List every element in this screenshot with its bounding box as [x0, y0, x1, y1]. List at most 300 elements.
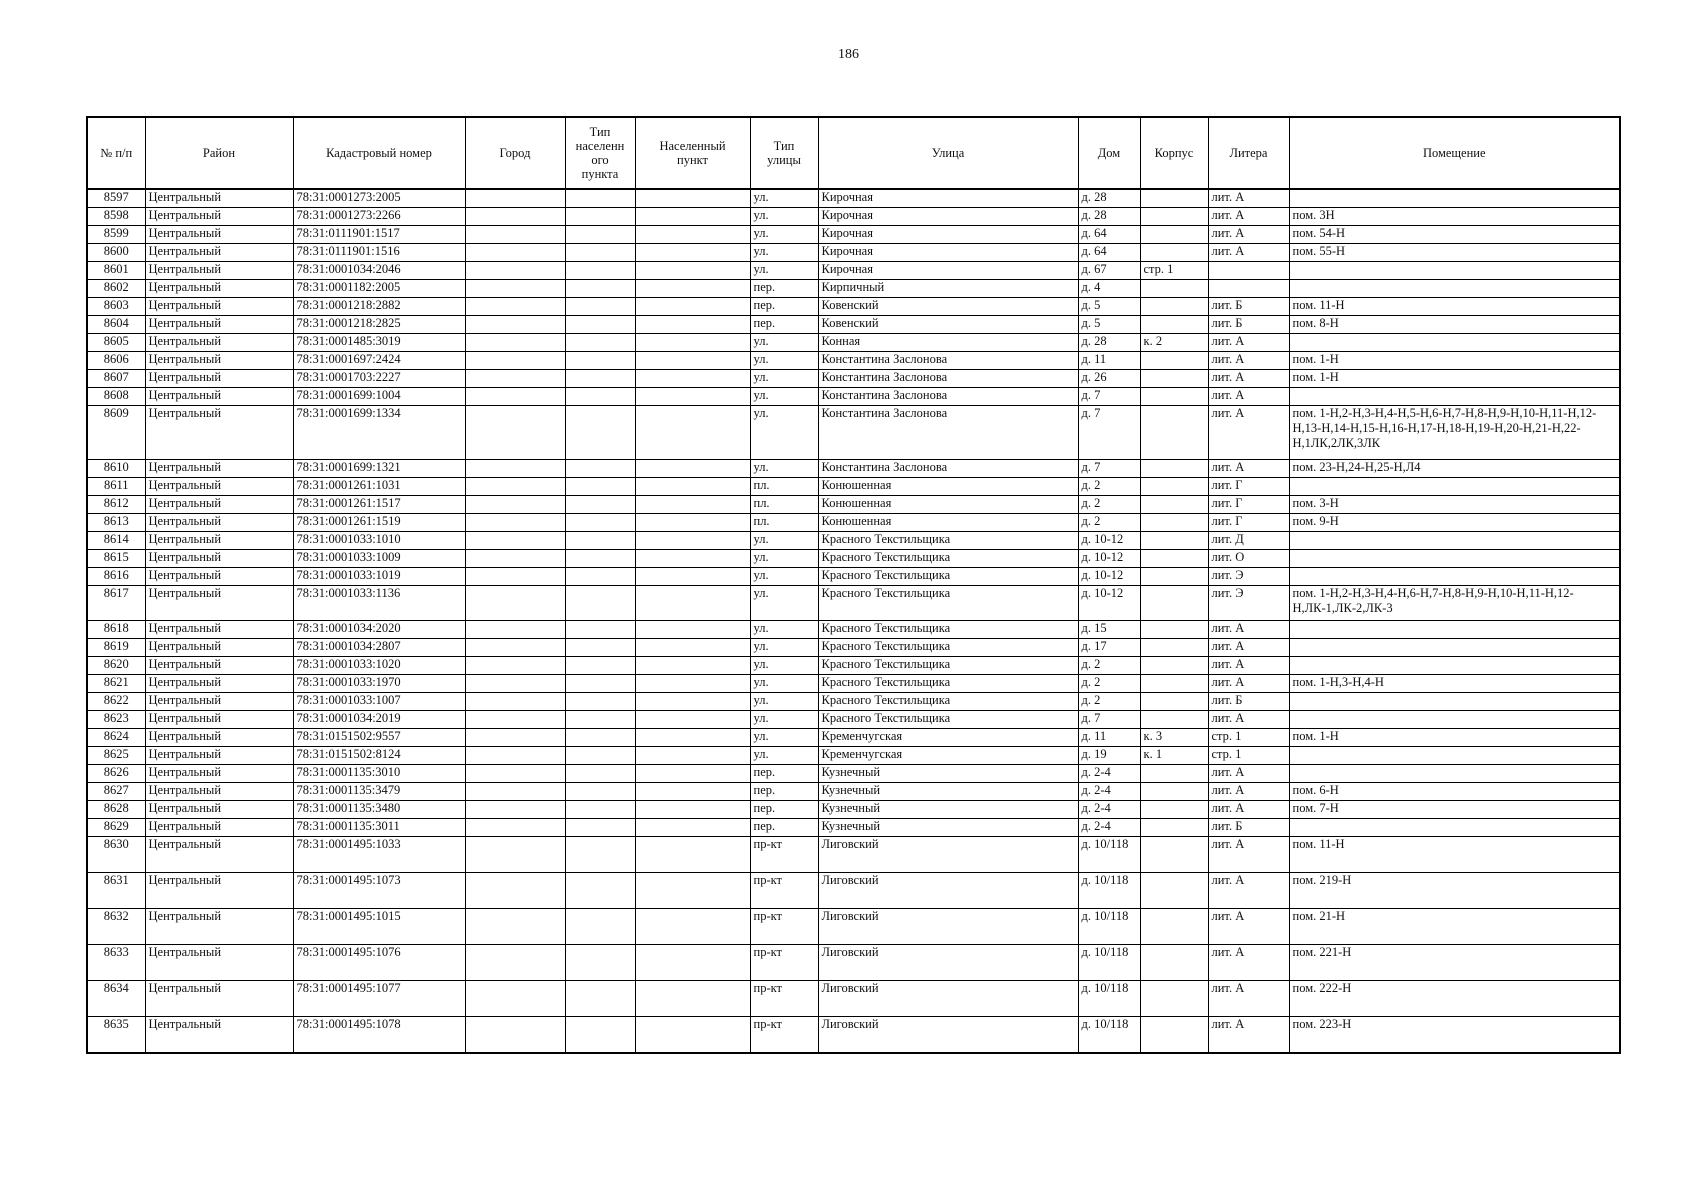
- cell-building: [1140, 316, 1208, 334]
- cell-street: Красного Текстильщика: [818, 711, 1078, 729]
- cell-building: [1140, 711, 1208, 729]
- cell-settlement-type: [565, 388, 635, 406]
- cell-number: 8603: [87, 298, 145, 316]
- cell-district: Центральный: [145, 909, 293, 945]
- cell-building: [1140, 675, 1208, 693]
- cell-letter: лит. А: [1208, 981, 1289, 1017]
- property-registry-table: [86, 116, 1621, 1054]
- col-header-settlement: Населенный пункт: [635, 117, 750, 189]
- cell-street-type: пер.: [750, 316, 818, 334]
- cell-street: Лиговский: [818, 945, 1078, 981]
- cell-settlement-type: [565, 334, 635, 352]
- cell-street-type: пр-кт: [750, 945, 818, 981]
- cell-building: [1140, 388, 1208, 406]
- cell-building: к. 3: [1140, 729, 1208, 747]
- cell-settlement: [635, 981, 750, 1017]
- cell-district: Центральный: [145, 298, 293, 316]
- cell-district: Центральный: [145, 729, 293, 747]
- cell-premises: [1289, 262, 1620, 280]
- cell-house: д. 10/118: [1078, 909, 1140, 945]
- cell-number: 8630: [87, 837, 145, 873]
- cell-settlement-type: [565, 711, 635, 729]
- cell-city: [465, 388, 565, 406]
- cell-district: Центральный: [145, 496, 293, 514]
- cell-premises: пом. 219-Н: [1289, 873, 1620, 909]
- cell-street-type: ул.: [750, 639, 818, 657]
- cell-street: Кирочная: [818, 208, 1078, 226]
- table-row: [87, 298, 1620, 316]
- cell-building: [1140, 298, 1208, 316]
- cell-letter: лит. А: [1208, 1017, 1289, 1054]
- cell-house: д. 28: [1078, 189, 1140, 208]
- cell-district: Центральный: [145, 532, 293, 550]
- table-row: [87, 316, 1620, 334]
- col-header-settlement-type: Тип населенн ого пункта: [565, 117, 635, 189]
- cell-letter: лит. А: [1208, 639, 1289, 657]
- cell-house: д. 7: [1078, 388, 1140, 406]
- cell-cadastral: 78:31:0001495:1076: [293, 945, 465, 981]
- cell-letter: лит. А: [1208, 801, 1289, 819]
- cell-number: 8608: [87, 388, 145, 406]
- cell-cadastral: 78:31:0001273:2005: [293, 189, 465, 208]
- cell-letter: лит. Г: [1208, 514, 1289, 532]
- cell-street-type: пер.: [750, 280, 818, 298]
- cell-street: Красного Текстильщика: [818, 675, 1078, 693]
- cell-settlement: [635, 280, 750, 298]
- cell-street: Лиговский: [818, 981, 1078, 1017]
- cell-street-type: ул.: [750, 406, 818, 460]
- cell-settlement: [635, 765, 750, 783]
- cell-settlement: [635, 783, 750, 801]
- cell-settlement-type: [565, 1017, 635, 1054]
- cell-cadastral: 78:31:0001033:1019: [293, 568, 465, 586]
- cell-cadastral: 78:31:0001135:3479: [293, 783, 465, 801]
- table-row: [87, 693, 1620, 711]
- cell-city: [465, 226, 565, 244]
- cell-premises: пом. 8-Н: [1289, 316, 1620, 334]
- cell-cadastral: 78:31:0001273:2266: [293, 208, 465, 226]
- table-row: [87, 1017, 1620, 1054]
- cell-street-type: пер.: [750, 801, 818, 819]
- cell-street-type: пр-кт: [750, 873, 818, 909]
- cell-cadastral: 78:31:0001218:2825: [293, 316, 465, 334]
- cell-city: [465, 909, 565, 945]
- col-header-house: Дом: [1078, 117, 1140, 189]
- cell-city: [465, 244, 565, 262]
- cell-house: д. 10-12: [1078, 550, 1140, 568]
- cell-district: Центральный: [145, 639, 293, 657]
- cell-street: Константина Заслонова: [818, 460, 1078, 478]
- cell-number: 8618: [87, 621, 145, 639]
- cell-number: 8628: [87, 801, 145, 819]
- cell-house: д. 10/118: [1078, 873, 1140, 909]
- cell-house: д. 2-4: [1078, 819, 1140, 837]
- cell-letter: лит. Г: [1208, 478, 1289, 496]
- cell-city: [465, 370, 565, 388]
- cell-street-type: ул.: [750, 729, 818, 747]
- cell-city: [465, 945, 565, 981]
- cell-house: д. 19: [1078, 747, 1140, 765]
- cell-cadastral: 78:31:0151502:8124: [293, 747, 465, 765]
- cell-district: Центральный: [145, 981, 293, 1017]
- cell-cadastral: 78:31:0001033:1007: [293, 693, 465, 711]
- cell-cadastral: 78:31:0151502:9557: [293, 729, 465, 747]
- cell-cadastral: 78:31:0001135:3480: [293, 801, 465, 819]
- cell-letter: лит. Д: [1208, 532, 1289, 550]
- cell-district: Центральный: [145, 765, 293, 783]
- cell-house: д. 64: [1078, 244, 1140, 262]
- table-row: [87, 819, 1620, 837]
- cell-house: д. 11: [1078, 352, 1140, 370]
- cell-letter: лит. А: [1208, 370, 1289, 388]
- cell-number: 8617: [87, 586, 145, 621]
- cell-premises: пом. 7-Н: [1289, 801, 1620, 819]
- cell-premises: пом. 1-Н: [1289, 729, 1620, 747]
- cell-premises: [1289, 819, 1620, 837]
- cell-settlement-type: [565, 460, 635, 478]
- cell-premises: [1289, 388, 1620, 406]
- cell-settlement: [635, 693, 750, 711]
- cell-street-type: ул.: [750, 460, 818, 478]
- cell-number: 8610: [87, 460, 145, 478]
- cell-building: [1140, 496, 1208, 514]
- cell-premises: пом. 3-Н: [1289, 496, 1620, 514]
- cell-street-type: пл.: [750, 478, 818, 496]
- cell-building: [1140, 244, 1208, 262]
- cell-street: Кременчугская: [818, 729, 1078, 747]
- col-header-cadastral: Кадастровый номер: [293, 117, 465, 189]
- cell-cadastral: 78:31:0001033:1020: [293, 657, 465, 675]
- cell-street-type: ул.: [750, 568, 818, 586]
- cell-house: д. 67: [1078, 262, 1140, 280]
- cell-district: Центральный: [145, 568, 293, 586]
- cell-street: Конюшенная: [818, 478, 1078, 496]
- cell-building: [1140, 370, 1208, 388]
- cell-number: 8627: [87, 783, 145, 801]
- cell-premises: [1289, 568, 1620, 586]
- cell-number: 8635: [87, 1017, 145, 1054]
- cell-city: [465, 352, 565, 370]
- cell-street: Красного Текстильщика: [818, 693, 1078, 711]
- cell-letter: [1208, 262, 1289, 280]
- cell-house: д. 10/118: [1078, 945, 1140, 981]
- cell-city: [465, 208, 565, 226]
- cell-settlement-type: [565, 586, 635, 621]
- cell-house: д. 17: [1078, 639, 1140, 657]
- cell-premises: пом. 222-Н: [1289, 981, 1620, 1017]
- cell-building: [1140, 586, 1208, 621]
- cell-house: д. 10-12: [1078, 532, 1140, 550]
- cell-number: 8624: [87, 729, 145, 747]
- cell-street: Кирочная: [818, 262, 1078, 280]
- cell-street: Кузнечный: [818, 819, 1078, 837]
- cell-cadastral: 78:31:0001033:1136: [293, 586, 465, 621]
- cell-house: д. 2-4: [1078, 783, 1140, 801]
- table-row: [87, 514, 1620, 532]
- cell-street: Ковенский: [818, 298, 1078, 316]
- cell-settlement-type: [565, 657, 635, 675]
- cell-premises: пом. 1-Н: [1289, 370, 1620, 388]
- cell-settlement-type: [565, 370, 635, 388]
- table-row: [87, 280, 1620, 298]
- cell-street-type: ул.: [750, 352, 818, 370]
- col-header-city: Город: [465, 117, 565, 189]
- cell-district: Центральный: [145, 352, 293, 370]
- cell-city: [465, 280, 565, 298]
- table-row: [87, 226, 1620, 244]
- cell-number: 8607: [87, 370, 145, 388]
- cell-city: [465, 586, 565, 621]
- cell-city: [465, 873, 565, 909]
- table-row: [87, 783, 1620, 801]
- cell-settlement-type: [565, 532, 635, 550]
- cell-building: [1140, 478, 1208, 496]
- cell-district: Центральный: [145, 406, 293, 460]
- cell-street-type: ул.: [750, 189, 818, 208]
- cell-street: Красного Текстильщика: [818, 639, 1078, 657]
- cell-letter: лит. Б: [1208, 316, 1289, 334]
- cell-district: Центральный: [145, 514, 293, 532]
- cell-settlement: [635, 460, 750, 478]
- cell-settlement-type: [565, 837, 635, 873]
- cell-settlement: [635, 1017, 750, 1054]
- cell-premises: пом. 1-Н,3-Н,4-Н: [1289, 675, 1620, 693]
- cell-street: Кузнечный: [818, 783, 1078, 801]
- cell-city: [465, 262, 565, 280]
- cell-district: Центральный: [145, 280, 293, 298]
- cell-district: Центральный: [145, 819, 293, 837]
- cell-settlement-type: [565, 873, 635, 909]
- cell-cadastral: 78:31:0001033:1010: [293, 532, 465, 550]
- cell-letter: лит. А: [1208, 460, 1289, 478]
- cell-settlement: [635, 352, 750, 370]
- cell-house: д. 28: [1078, 208, 1140, 226]
- cell-number: 8626: [87, 765, 145, 783]
- cell-house: д. 10-12: [1078, 586, 1140, 621]
- cell-district: Центральный: [145, 460, 293, 478]
- cell-building: [1140, 837, 1208, 873]
- cell-settlement: [635, 621, 750, 639]
- cell-premises: пом. 223-Н: [1289, 1017, 1620, 1054]
- cell-house: д. 7: [1078, 460, 1140, 478]
- cell-building: [1140, 873, 1208, 909]
- cell-building: [1140, 460, 1208, 478]
- cell-building: [1140, 801, 1208, 819]
- cell-letter: лит. А: [1208, 208, 1289, 226]
- table-row: [87, 621, 1620, 639]
- cell-settlement: [635, 370, 750, 388]
- cell-premises: [1289, 657, 1620, 675]
- table-row: [87, 208, 1620, 226]
- cell-letter: лит. А: [1208, 909, 1289, 945]
- cell-settlement-type: [565, 316, 635, 334]
- cell-settlement-type: [565, 639, 635, 657]
- cell-premises: [1289, 532, 1620, 550]
- table-row: [87, 388, 1620, 406]
- cell-cadastral: 78:31:0001034:2019: [293, 711, 465, 729]
- cell-settlement-type: [565, 909, 635, 945]
- cell-district: Центральный: [145, 1017, 293, 1054]
- cell-district: Центральный: [145, 478, 293, 496]
- cell-letter: [1208, 280, 1289, 298]
- cell-street: Кирпичный: [818, 280, 1078, 298]
- cell-house: д. 2: [1078, 693, 1140, 711]
- cell-street-type: ул.: [750, 388, 818, 406]
- cell-settlement-type: [565, 226, 635, 244]
- cell-street-type: ул.: [750, 675, 818, 693]
- cell-district: Центральный: [145, 208, 293, 226]
- cell-building: к. 2: [1140, 334, 1208, 352]
- cell-street: Красного Текстильщика: [818, 550, 1078, 568]
- cell-premises: [1289, 478, 1620, 496]
- table-row: [87, 352, 1620, 370]
- cell-settlement-type: [565, 189, 635, 208]
- cell-street: Лиговский: [818, 837, 1078, 873]
- cell-premises: пом. 1-Н,2-Н,3-Н,4-Н,6-Н,7-Н,8-Н,9-Н,10-Н,11-Н,12-Н,ЛК-1,ЛК-2,ЛК-3: [1289, 586, 1620, 621]
- cell-street: Константина Заслонова: [818, 352, 1078, 370]
- cell-settlement: [635, 747, 750, 765]
- cell-building: [1140, 226, 1208, 244]
- cell-city: [465, 639, 565, 657]
- cell-district: Центральный: [145, 693, 293, 711]
- cell-city: [465, 621, 565, 639]
- cell-city: [465, 406, 565, 460]
- table-row: [87, 568, 1620, 586]
- cell-settlement: [635, 262, 750, 280]
- cell-number: 8625: [87, 747, 145, 765]
- cell-street-type: ул.: [750, 244, 818, 262]
- cell-cadastral: 78:31:0111901:1517: [293, 226, 465, 244]
- cell-number: 8611: [87, 478, 145, 496]
- cell-cadastral: 78:31:0001495:1077: [293, 981, 465, 1017]
- cell-settlement: [635, 675, 750, 693]
- cell-building: [1140, 783, 1208, 801]
- cell-settlement: [635, 208, 750, 226]
- cell-settlement: [635, 316, 750, 334]
- cell-settlement-type: [565, 280, 635, 298]
- cell-cadastral: 78:31:0001485:3019: [293, 334, 465, 352]
- cell-house: д. 5: [1078, 316, 1140, 334]
- cell-street: Кирочная: [818, 189, 1078, 208]
- cell-premises: пом. 9-Н: [1289, 514, 1620, 532]
- cell-letter: лит. А: [1208, 783, 1289, 801]
- cell-house: д. 11: [1078, 729, 1140, 747]
- cell-letter: лит. Б: [1208, 693, 1289, 711]
- cell-district: Центральный: [145, 226, 293, 244]
- cell-settlement: [635, 388, 750, 406]
- cell-premises: пом. 55-Н: [1289, 244, 1620, 262]
- cell-premises: [1289, 621, 1620, 639]
- cell-district: Центральный: [145, 316, 293, 334]
- cell-city: [465, 460, 565, 478]
- cell-cadastral: 78:31:0001697:2424: [293, 352, 465, 370]
- cell-house: д. 2: [1078, 478, 1140, 496]
- cell-cadastral: 78:31:0001495:1033: [293, 837, 465, 873]
- cell-building: [1140, 280, 1208, 298]
- cell-settlement: [635, 586, 750, 621]
- cell-settlement: [635, 873, 750, 909]
- table-row: [87, 747, 1620, 765]
- cell-letter: лит. Б: [1208, 298, 1289, 316]
- cell-number: 8631: [87, 873, 145, 909]
- cell-settlement: [635, 639, 750, 657]
- cell-settlement-type: [565, 981, 635, 1017]
- cell-premises: пом. 1-Н: [1289, 352, 1620, 370]
- cell-city: [465, 550, 565, 568]
- cell-cadastral: 78:31:0001699:1321: [293, 460, 465, 478]
- cell-settlement: [635, 801, 750, 819]
- cell-settlement: [635, 837, 750, 873]
- cell-cadastral: 78:31:0001218:2882: [293, 298, 465, 316]
- cell-street-type: пр-кт: [750, 837, 818, 873]
- table-row: [87, 262, 1620, 280]
- cell-district: Центральный: [145, 334, 293, 352]
- cell-city: [465, 801, 565, 819]
- cell-street-type: пр-кт: [750, 981, 818, 1017]
- page-number: 186: [838, 47, 859, 62]
- cell-settlement: [635, 298, 750, 316]
- cell-cadastral: 78:31:0001261:1519: [293, 514, 465, 532]
- cell-building: к. 1: [1140, 747, 1208, 765]
- cell-street-type: пер.: [750, 783, 818, 801]
- cell-district: Центральный: [145, 189, 293, 208]
- cell-street: Красного Текстильщика: [818, 532, 1078, 550]
- cell-street-type: ул.: [750, 693, 818, 711]
- cell-street: Конюшенная: [818, 496, 1078, 514]
- cell-settlement-type: [565, 945, 635, 981]
- cell-street-type: пер.: [750, 819, 818, 837]
- cell-number: 8604: [87, 316, 145, 334]
- col-header-premises: Помещение: [1289, 117, 1620, 189]
- cell-street-type: пл.: [750, 514, 818, 532]
- cell-settlement: [635, 406, 750, 460]
- table-row: [87, 406, 1620, 460]
- col-header-street: Улица: [818, 117, 1078, 189]
- cell-house: д. 2: [1078, 496, 1140, 514]
- cell-number: 8633: [87, 945, 145, 981]
- cell-building: [1140, 532, 1208, 550]
- cell-settlement-type: [565, 675, 635, 693]
- table-row: [87, 189, 1620, 208]
- cell-city: [465, 514, 565, 532]
- table-row: [87, 370, 1620, 388]
- table-row: [87, 244, 1620, 262]
- cell-letter: лит. Б: [1208, 819, 1289, 837]
- cell-number: 8599: [87, 226, 145, 244]
- cell-house: д. 5: [1078, 298, 1140, 316]
- cell-street-type: ул.: [750, 657, 818, 675]
- table-row: [87, 460, 1620, 478]
- cell-street-type: ул.: [750, 586, 818, 621]
- cell-cadastral: 78:31:0001135:3011: [293, 819, 465, 837]
- cell-settlement: [635, 550, 750, 568]
- cell-number: 8601: [87, 262, 145, 280]
- cell-letter: лит. А: [1208, 711, 1289, 729]
- cell-street-type: ул.: [750, 621, 818, 639]
- cell-premises: [1289, 550, 1620, 568]
- cell-number: 8616: [87, 568, 145, 586]
- cell-district: Центральный: [145, 945, 293, 981]
- cell-district: Центральный: [145, 837, 293, 873]
- cell-house: д. 10/118: [1078, 1017, 1140, 1054]
- cell-city: [465, 568, 565, 586]
- cell-district: Центральный: [145, 586, 293, 621]
- cell-premises: пом. 221-Н: [1289, 945, 1620, 981]
- cell-cadastral: 78:31:0001034:2807: [293, 639, 465, 657]
- cell-premises: пом. 3Н: [1289, 208, 1620, 226]
- cell-street-type: ул.: [750, 334, 818, 352]
- cell-number: 8612: [87, 496, 145, 514]
